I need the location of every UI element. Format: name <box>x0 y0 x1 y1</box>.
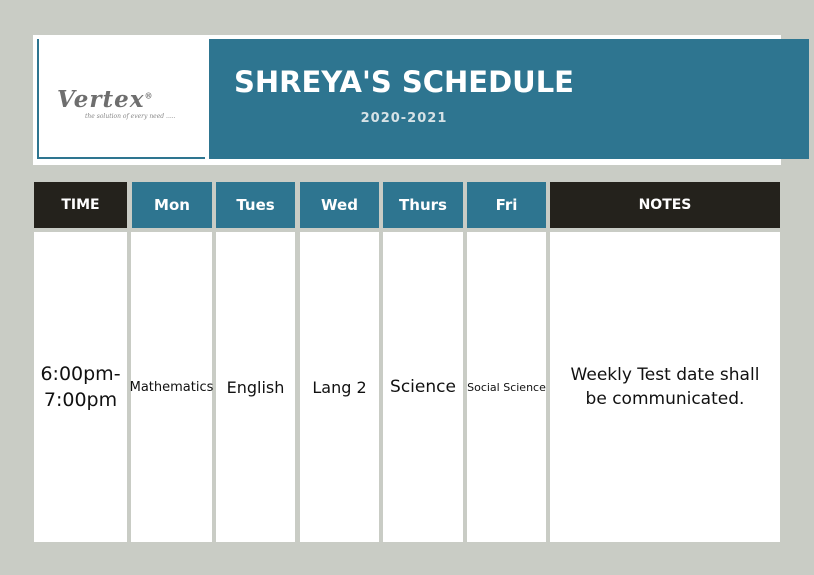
header-time: TIME <box>34 182 127 228</box>
schedule-year: 2020-2021 <box>360 111 448 126</box>
vertex-logo <box>37 39 205 159</box>
header-band <box>209 39 809 159</box>
logo-tagline: the solution of every need ..... <box>85 113 176 120</box>
mon-subject-cell: Mathematics <box>131 232 212 542</box>
header-day-fri: Fri <box>467 182 546 228</box>
header-day-mon: Mon <box>132 182 212 228</box>
schedule-title: SHREYA'S SCHEDULE <box>234 65 574 99</box>
schedule-header <box>33 35 781 165</box>
header-day-thurs: Thurs <box>383 182 463 228</box>
header-notes: NOTES <box>550 182 780 228</box>
tues-subject-cell: English <box>216 232 295 542</box>
header-day-tues: Tues <box>216 182 295 228</box>
fri-subject-cell: Social Science <box>467 232 546 542</box>
wed-subject-cell: Lang 2 <box>300 232 379 542</box>
time-slot-cell: 6:00pm-7:00pm <box>34 232 127 542</box>
thurs-subject-cell: Science <box>383 232 463 542</box>
header-day-wed: Wed <box>300 182 379 228</box>
notes-cell: Weekly Test date shall be communicated. <box>550 232 780 542</box>
logo-wordmark: Vertex® <box>57 86 154 113</box>
